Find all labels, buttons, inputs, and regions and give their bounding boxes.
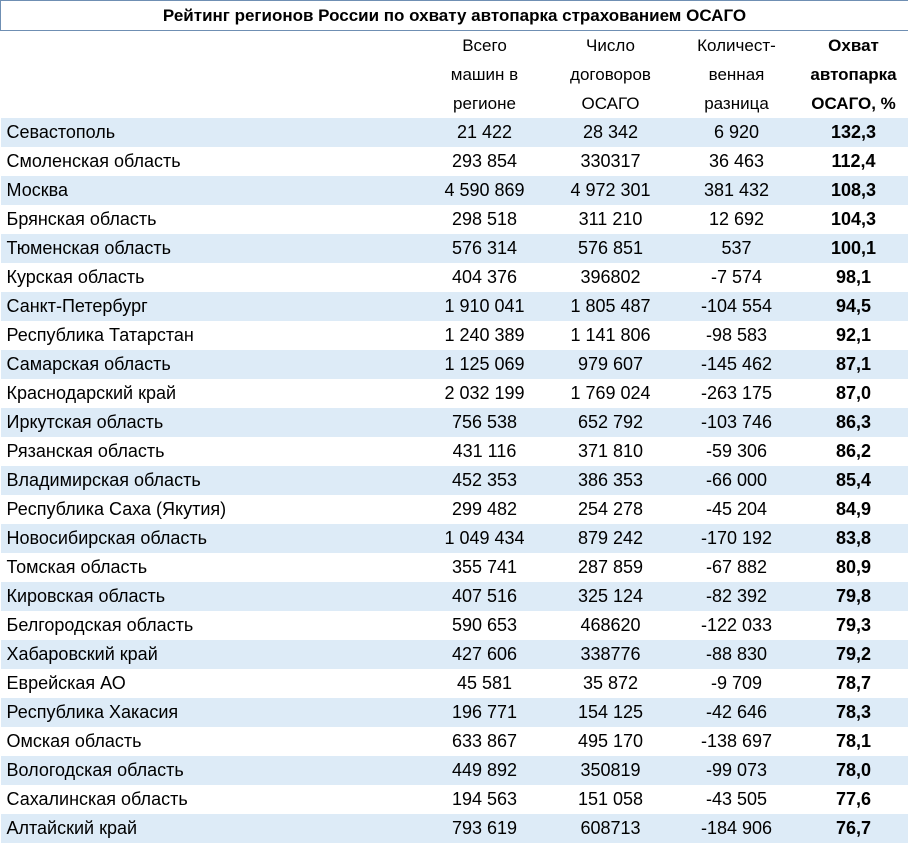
difference-cell: -263 175 bbox=[675, 379, 799, 408]
contracts-cell: 28 342 bbox=[547, 118, 675, 147]
total-cars-cell: 452 353 bbox=[423, 466, 547, 495]
coverage-cell: 78,1 bbox=[799, 727, 908, 756]
table-row bbox=[1, 379, 908, 408]
contracts-cell: 608713 bbox=[547, 814, 675, 843]
table-row bbox=[1, 698, 908, 727]
contracts-cell: 350819 bbox=[547, 756, 675, 785]
coverage-cell: 92,1 bbox=[799, 321, 908, 350]
contracts-cell: 879 242 bbox=[547, 524, 675, 553]
coverage-cell: 87,0 bbox=[799, 379, 908, 408]
table-row bbox=[1, 727, 908, 756]
coverage-cell: 77,6 bbox=[799, 785, 908, 814]
difference-cell: -43 505 bbox=[675, 785, 799, 814]
table-row bbox=[1, 524, 908, 553]
table-row bbox=[1, 814, 908, 843]
difference-cell: -104 554 bbox=[675, 292, 799, 321]
region-cell: Республика Хакасия bbox=[1, 698, 423, 727]
contracts-cell: 652 792 bbox=[547, 408, 675, 437]
total-cars-cell: 1 910 041 bbox=[423, 292, 547, 321]
contracts-cell: 338776 bbox=[547, 640, 675, 669]
total-cars-cell: 449 892 bbox=[423, 756, 547, 785]
contracts-cell: 311 210 bbox=[547, 205, 675, 234]
header-coverage-line: Охват bbox=[828, 36, 879, 55]
difference-cell: -145 462 bbox=[675, 350, 799, 379]
header-total-cars-line: машин в bbox=[450, 65, 519, 84]
difference-cell: 36 463 bbox=[675, 147, 799, 176]
total-cars-cell: 21 422 bbox=[423, 118, 547, 147]
region-cell: Смоленская область bbox=[1, 147, 423, 176]
coverage-cell: 79,3 bbox=[799, 611, 908, 640]
total-cars-cell: 293 854 bbox=[423, 147, 547, 176]
region-cell: Республика Татарстан bbox=[1, 321, 423, 350]
contracts-cell: 495 170 bbox=[547, 727, 675, 756]
total-cars-cell: 407 516 bbox=[423, 582, 547, 611]
region-cell: Омская область bbox=[1, 727, 423, 756]
coverage-cell: 98,1 bbox=[799, 263, 908, 292]
coverage-cell: 79,8 bbox=[799, 582, 908, 611]
difference-cell: -59 306 bbox=[675, 437, 799, 466]
region-cell: Кировская область bbox=[1, 582, 423, 611]
coverage-cell: 108,3 bbox=[799, 176, 908, 205]
difference-cell: -138 697 bbox=[675, 727, 799, 756]
contracts-cell: 1 769 024 bbox=[547, 379, 675, 408]
contracts-cell: 468620 bbox=[547, 611, 675, 640]
coverage-cell: 132,3 bbox=[799, 118, 908, 147]
table-row bbox=[1, 669, 908, 698]
region-cell: Рязанская область bbox=[1, 437, 423, 466]
region-cell: Иркутская область bbox=[1, 408, 423, 437]
contracts-cell: 35 872 bbox=[547, 669, 675, 698]
header-contracts bbox=[547, 31, 675, 119]
region-cell: Самарская область bbox=[1, 350, 423, 379]
total-cars-cell: 196 771 bbox=[423, 698, 547, 727]
header-contracts-line: Число bbox=[586, 36, 635, 55]
difference-cell: -67 882 bbox=[675, 553, 799, 582]
coverage-cell: 86,2 bbox=[799, 437, 908, 466]
difference-cell: 12 692 bbox=[675, 205, 799, 234]
coverage-cell: 100,1 bbox=[799, 234, 908, 263]
header-total-cars-line: Всего bbox=[462, 36, 507, 55]
difference-cell: -122 033 bbox=[675, 611, 799, 640]
table-row bbox=[1, 234, 908, 263]
contracts-cell: 254 278 bbox=[547, 495, 675, 524]
header-total-cars bbox=[423, 31, 547, 119]
coverage-cell: 86,3 bbox=[799, 408, 908, 437]
table-row bbox=[1, 582, 908, 611]
total-cars-cell: 355 741 bbox=[423, 553, 547, 582]
header-difference bbox=[675, 31, 799, 119]
total-cars-cell: 4 590 869 bbox=[423, 176, 547, 205]
region-cell: Москва bbox=[1, 176, 423, 205]
header-region bbox=[1, 31, 423, 119]
difference-cell: -170 192 bbox=[675, 524, 799, 553]
table-row bbox=[1, 466, 908, 495]
region-cell: Хабаровский край bbox=[1, 640, 423, 669]
region-cell: Вологодская область bbox=[1, 756, 423, 785]
total-cars-cell: 793 619 bbox=[423, 814, 547, 843]
header-difference-line: венная bbox=[708, 65, 765, 84]
total-cars-cell: 576 314 bbox=[423, 234, 547, 263]
coverage-cell: 94,5 bbox=[799, 292, 908, 321]
total-cars-cell: 633 867 bbox=[423, 727, 547, 756]
contracts-cell: 287 859 bbox=[547, 553, 675, 582]
total-cars-cell: 427 606 bbox=[423, 640, 547, 669]
table-row bbox=[1, 292, 908, 321]
region-cell: Севастополь bbox=[1, 118, 423, 147]
contracts-cell: 576 851 bbox=[547, 234, 675, 263]
total-cars-cell: 590 653 bbox=[423, 611, 547, 640]
header-difference-line: Количест- bbox=[697, 36, 776, 55]
coverage-cell: 78,3 bbox=[799, 698, 908, 727]
difference-cell: -88 830 bbox=[675, 640, 799, 669]
difference-cell: -82 392 bbox=[675, 582, 799, 611]
coverage-cell: 79,2 bbox=[799, 640, 908, 669]
coverage-cell: 83,8 bbox=[799, 524, 908, 553]
region-cell: Еврейская АО bbox=[1, 669, 423, 698]
difference-cell: 537 bbox=[675, 234, 799, 263]
table-row bbox=[1, 408, 908, 437]
coverage-cell: 78,0 bbox=[799, 756, 908, 785]
table-title: Рейтинг регионов России по охвату автопарка страхованием ОСАГО bbox=[1, 1, 908, 31]
difference-cell: -45 204 bbox=[675, 495, 799, 524]
total-cars-cell: 1 125 069 bbox=[423, 350, 547, 379]
header-coverage bbox=[799, 31, 908, 119]
difference-cell: -7 574 bbox=[675, 263, 799, 292]
difference-cell: -66 000 bbox=[675, 466, 799, 495]
header-coverage-line: ОСАГО, % bbox=[811, 94, 896, 113]
region-cell: Тюменская область bbox=[1, 234, 423, 263]
coverage-cell: 76,7 bbox=[799, 814, 908, 843]
table-row bbox=[1, 118, 908, 147]
total-cars-cell: 431 116 bbox=[423, 437, 547, 466]
coverage-cell: 84,9 bbox=[799, 495, 908, 524]
header-contracts-line: ОСАГО bbox=[581, 94, 640, 113]
contracts-cell: 154 125 bbox=[547, 698, 675, 727]
header-coverage-line: автопарка bbox=[810, 65, 897, 84]
coverage-cell: 80,9 bbox=[799, 553, 908, 582]
table-row bbox=[1, 147, 908, 176]
total-cars-cell: 298 518 bbox=[423, 205, 547, 234]
table-row bbox=[1, 785, 908, 814]
header-contracts-line: договоров bbox=[570, 65, 651, 84]
contracts-cell: 371 810 bbox=[547, 437, 675, 466]
region-cell: Алтайский край bbox=[1, 814, 423, 843]
total-cars-cell: 756 538 bbox=[423, 408, 547, 437]
table-row bbox=[1, 350, 908, 379]
difference-cell: -9 709 bbox=[675, 669, 799, 698]
coverage-cell: 87,1 bbox=[799, 350, 908, 379]
table-row bbox=[1, 321, 908, 350]
difference-cell: -184 906 bbox=[675, 814, 799, 843]
header-difference-line: разница bbox=[704, 94, 769, 113]
coverage-cell: 78,7 bbox=[799, 669, 908, 698]
header-total-cars-line: регионе bbox=[453, 94, 516, 113]
contracts-cell: 325 124 bbox=[547, 582, 675, 611]
difference-cell: -42 646 bbox=[675, 698, 799, 727]
total-cars-cell: 1 049 434 bbox=[423, 524, 547, 553]
difference-cell: -99 073 bbox=[675, 756, 799, 785]
region-cell: Санкт-Петербург bbox=[1, 292, 423, 321]
region-cell: Курская область bbox=[1, 263, 423, 292]
difference-cell: 381 432 bbox=[675, 176, 799, 205]
table-row bbox=[1, 205, 908, 234]
table-row bbox=[1, 437, 908, 466]
contracts-cell: 1 141 806 bbox=[547, 321, 675, 350]
coverage-cell: 104,3 bbox=[799, 205, 908, 234]
table-row bbox=[1, 553, 908, 582]
table-row bbox=[1, 263, 908, 292]
difference-cell: -103 746 bbox=[675, 408, 799, 437]
table-row bbox=[1, 640, 908, 669]
table-row bbox=[1, 756, 908, 785]
total-cars-cell: 1 240 389 bbox=[423, 321, 547, 350]
region-cell: Республика Саха (Якутия) bbox=[1, 495, 423, 524]
total-cars-cell: 404 376 bbox=[423, 263, 547, 292]
region-cell: Белгородская область bbox=[1, 611, 423, 640]
table-body bbox=[1, 118, 908, 843]
region-cell: Брянская область bbox=[1, 205, 423, 234]
total-cars-cell: 45 581 bbox=[423, 669, 547, 698]
region-cell: Томская область bbox=[1, 553, 423, 582]
contracts-cell: 151 058 bbox=[547, 785, 675, 814]
table-row bbox=[1, 495, 908, 524]
coverage-cell: 112,4 bbox=[799, 147, 908, 176]
difference-cell: -98 583 bbox=[675, 321, 799, 350]
table-row bbox=[1, 611, 908, 640]
region-cell: Владимирская область bbox=[1, 466, 423, 495]
table-row bbox=[1, 176, 908, 205]
difference-cell: 6 920 bbox=[675, 118, 799, 147]
total-cars-cell: 2 032 199 bbox=[423, 379, 547, 408]
contracts-cell: 1 805 487 bbox=[547, 292, 675, 321]
total-cars-cell: 194 563 bbox=[423, 785, 547, 814]
contracts-cell: 330317 bbox=[547, 147, 675, 176]
contracts-cell: 396802 bbox=[547, 263, 675, 292]
contracts-cell: 4 972 301 bbox=[547, 176, 675, 205]
total-cars-cell: 299 482 bbox=[423, 495, 547, 524]
contracts-cell: 979 607 bbox=[547, 350, 675, 379]
coverage-cell: 85,4 bbox=[799, 466, 908, 495]
region-cell: Краснодарский край bbox=[1, 379, 423, 408]
contracts-cell: 386 353 bbox=[547, 466, 675, 495]
region-cell: Сахалинская область bbox=[1, 785, 423, 814]
region-cell: Новосибирская область bbox=[1, 524, 423, 553]
